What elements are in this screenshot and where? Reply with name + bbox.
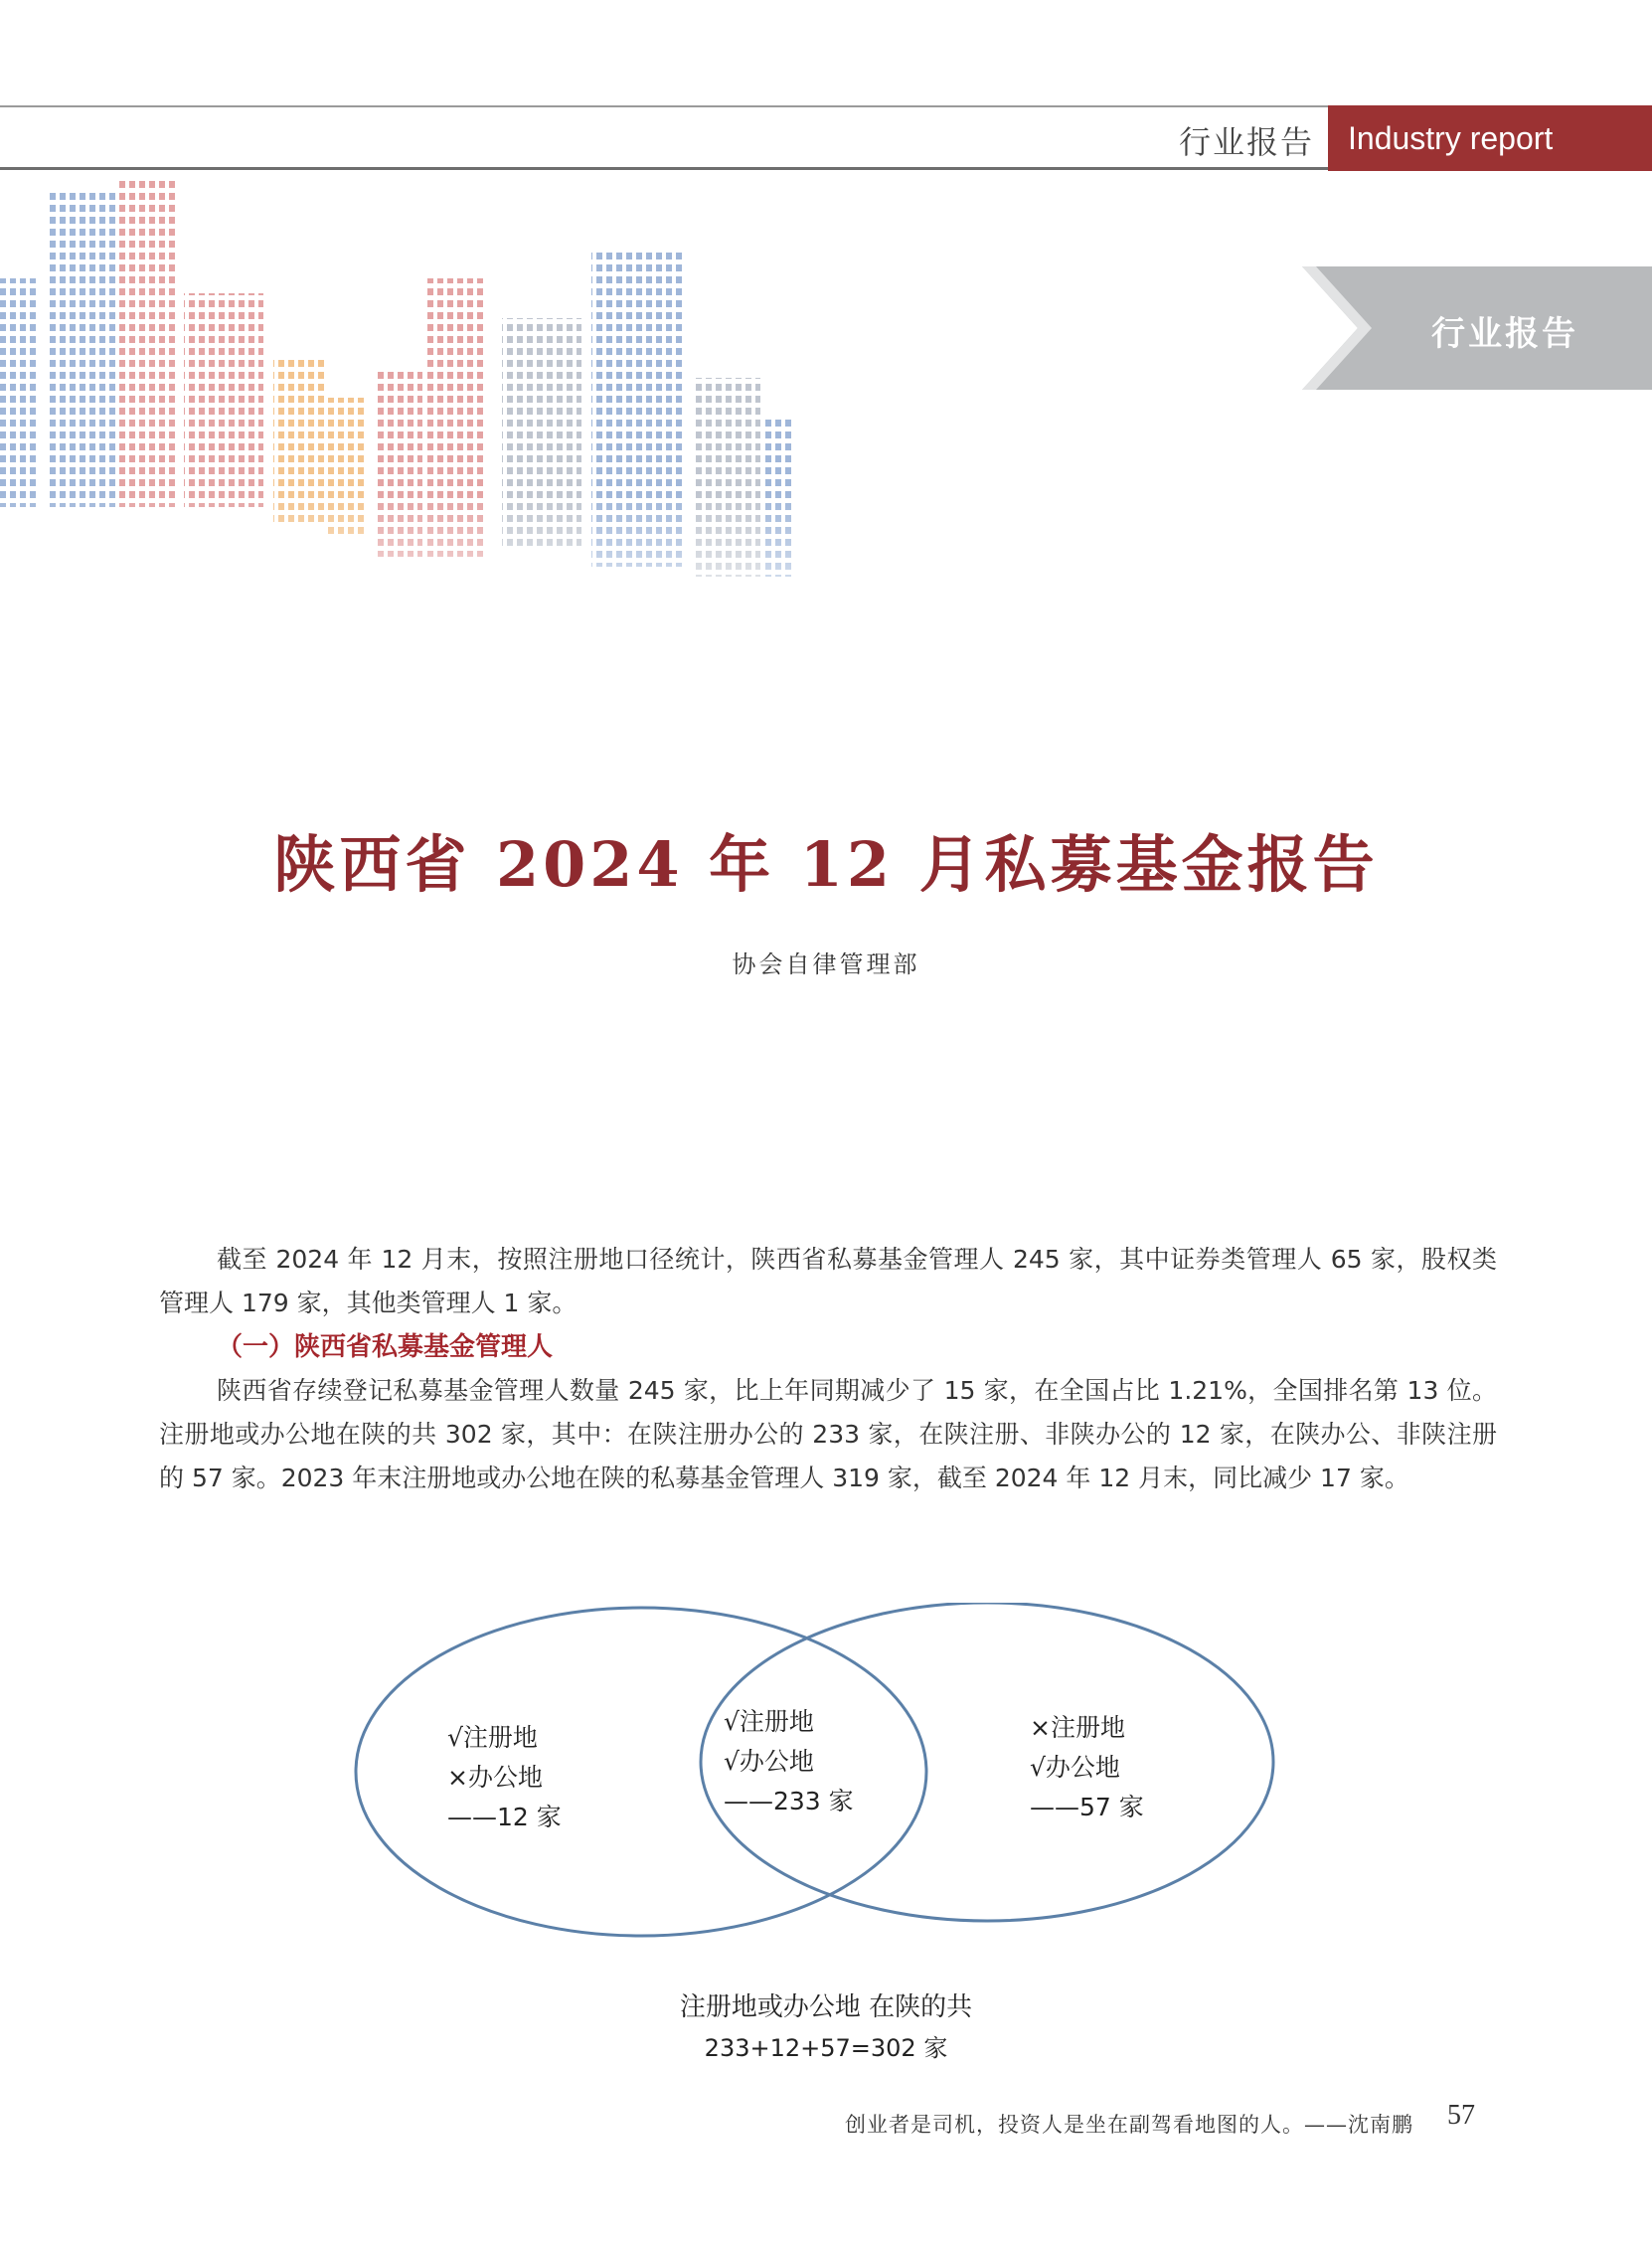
venn-left-line2: ×办公地 bbox=[447, 1763, 543, 1792]
section-paragraph: 陕西省存续登记私募基金管理人数量 245 家，比上年同期减少了 15 家，在全国占比 1.21%，全国排名第 13 位。注册地或办公地在陕的共 302 家，其中：在陕注册办公的 233 家，在陕注册、非陕办公的 12 家，在陕办公、非陕注册的 57 家。2023 年末注册地或办公地在陕的私募基金管理人 319 家，截至 2024 年 12 月末，同比减少 17 家。 bbox=[159, 1376, 1497, 1492]
footer-quote: 创业者是司机，投资人是坐在副驾看地图的人。——沈南鹏 bbox=[845, 2113, 1413, 2137]
venn-center-label bbox=[724, 1702, 854, 1821]
venn-left-line3: ——12 家 bbox=[447, 1803, 562, 1831]
venn-right-line1: ×注册地 bbox=[1030, 1713, 1125, 1742]
venn-left-label bbox=[447, 1718, 562, 1837]
venn-caption-line1: 注册地或办公地 在陕的共 bbox=[679, 1992, 973, 2022]
skyline-illustration bbox=[0, 169, 815, 666]
header-section-en: Industry report bbox=[1328, 105, 1652, 171]
venn-right-label bbox=[1030, 1708, 1144, 1827]
page-number: 57 bbox=[1447, 2100, 1475, 2131]
venn-center-line1: √注册地 bbox=[724, 1707, 814, 1736]
venn-caption-line2: 233+12+57=302 家 bbox=[704, 2034, 948, 2062]
article-author: 协会自律管理部 bbox=[732, 950, 920, 978]
venn-center-line2: √办公地 bbox=[724, 1747, 814, 1776]
venn-center-line3: ——233 家 bbox=[724, 1787, 854, 1815]
section-heading: （一）陕西省私募基金管理人 bbox=[217, 1332, 554, 1362]
venn-right-line3: ——57 家 bbox=[1030, 1793, 1144, 1821]
article-title: 陕西省 2024 年 12 月私募基金报告 bbox=[273, 828, 1379, 901]
intro-paragraph: 截至 2024 年 12 月末，按照注册地口径统计，陕西省私募基金管理人 245 家，其中证券类管理人 65 家，股权类管理人 179 家，其他类管理人 1 家。 bbox=[159, 1245, 1497, 1317]
header-section-cn: 行业报告 bbox=[1178, 123, 1314, 161]
article-body bbox=[159, 1238, 1497, 1500]
section-tag-label: 行业报告 bbox=[1431, 314, 1578, 354]
venn-right-line2: √办公地 bbox=[1030, 1753, 1120, 1782]
venn-left-line1: √注册地 bbox=[447, 1723, 538, 1752]
